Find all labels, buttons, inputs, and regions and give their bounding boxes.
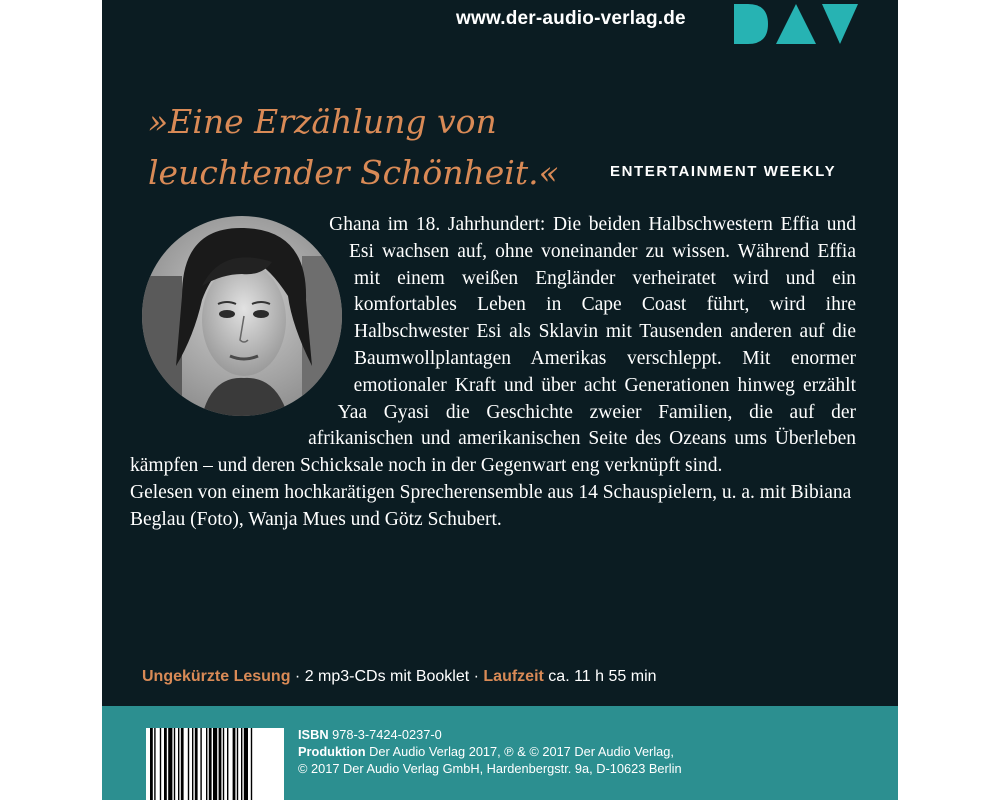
quote-line-1: »Eine Erzählung von <box>148 102 497 141</box>
runtime-label: Laufzeit <box>483 668 544 685</box>
copyright-line: © 2017 Der Audio Verlag GmbH, Hardenbergstr. 9a, D-10623 Berlin <box>298 761 682 776</box>
description-paragraph-2: Gelesen von einem hochkarätigen Sprecherensemble aus 14 Schauspielern, u. a. mit Bibiana Beglau (Foto), Wanja Mues und Götz Schubert. <box>130 481 852 530</box>
product-info <box>142 668 657 686</box>
production-value: Der Audio Verlag 2017, ℗ & © 2017 Der Audio Verlag, <box>365 744 674 759</box>
production-line <box>298 743 682 760</box>
barcode-icon <box>146 728 284 800</box>
isbn-label: ISBN <box>298 727 329 742</box>
publisher-url[interactable]: www.der-audio-verlag.de <box>456 8 686 29</box>
production-label: Produktion <box>298 744 366 759</box>
isbn-value: 978-3-7424-0237-0 <box>328 727 442 742</box>
legal-info <box>298 726 682 777</box>
isbn-line <box>298 726 682 743</box>
runtime-value: ca. 11 h 55 min <box>543 668 657 685</box>
format-text: · 2 mp3-CDs mit Booklet · <box>290 668 484 685</box>
press-quote <box>148 96 559 198</box>
audiobook-back-cover <box>102 0 898 800</box>
dav-logo-icon <box>734 4 858 44</box>
description-paragraph-1: Ghana im 18. Jahrhundert: Die beiden Halbschwestern Effia und Esi wachsen auf, ohne voneinander zu wissen. Während Effia mit einem weißen Engländer verheiratet wird und ein komfortables Leben in Cape Coast führt, wird ihre Halbschwester Esi als Sklavin mit Tausenden anderen auf die Baumwollplantagen Amerikas verschleppt. Mit enormer emotionaler Kraft und über acht Generationen hinweg erzählt Yaa Gyasi die Geschichte zweier Familien, die auf der afrikanischen und amerikanischen Seite des Ozeans ums Überleben kämpfen – und deren Schicksale noch in der Gegenwart eng verknüpft sind. <box>130 214 856 477</box>
description <box>130 212 856 534</box>
quote-line-2: leuchtender Schönheit.« <box>148 153 559 192</box>
footer-band <box>102 706 898 800</box>
quote-source: ENTERTAINMENT WEEKLY <box>610 163 837 180</box>
edition-label: Ungekürzte Lesung <box>142 668 291 685</box>
